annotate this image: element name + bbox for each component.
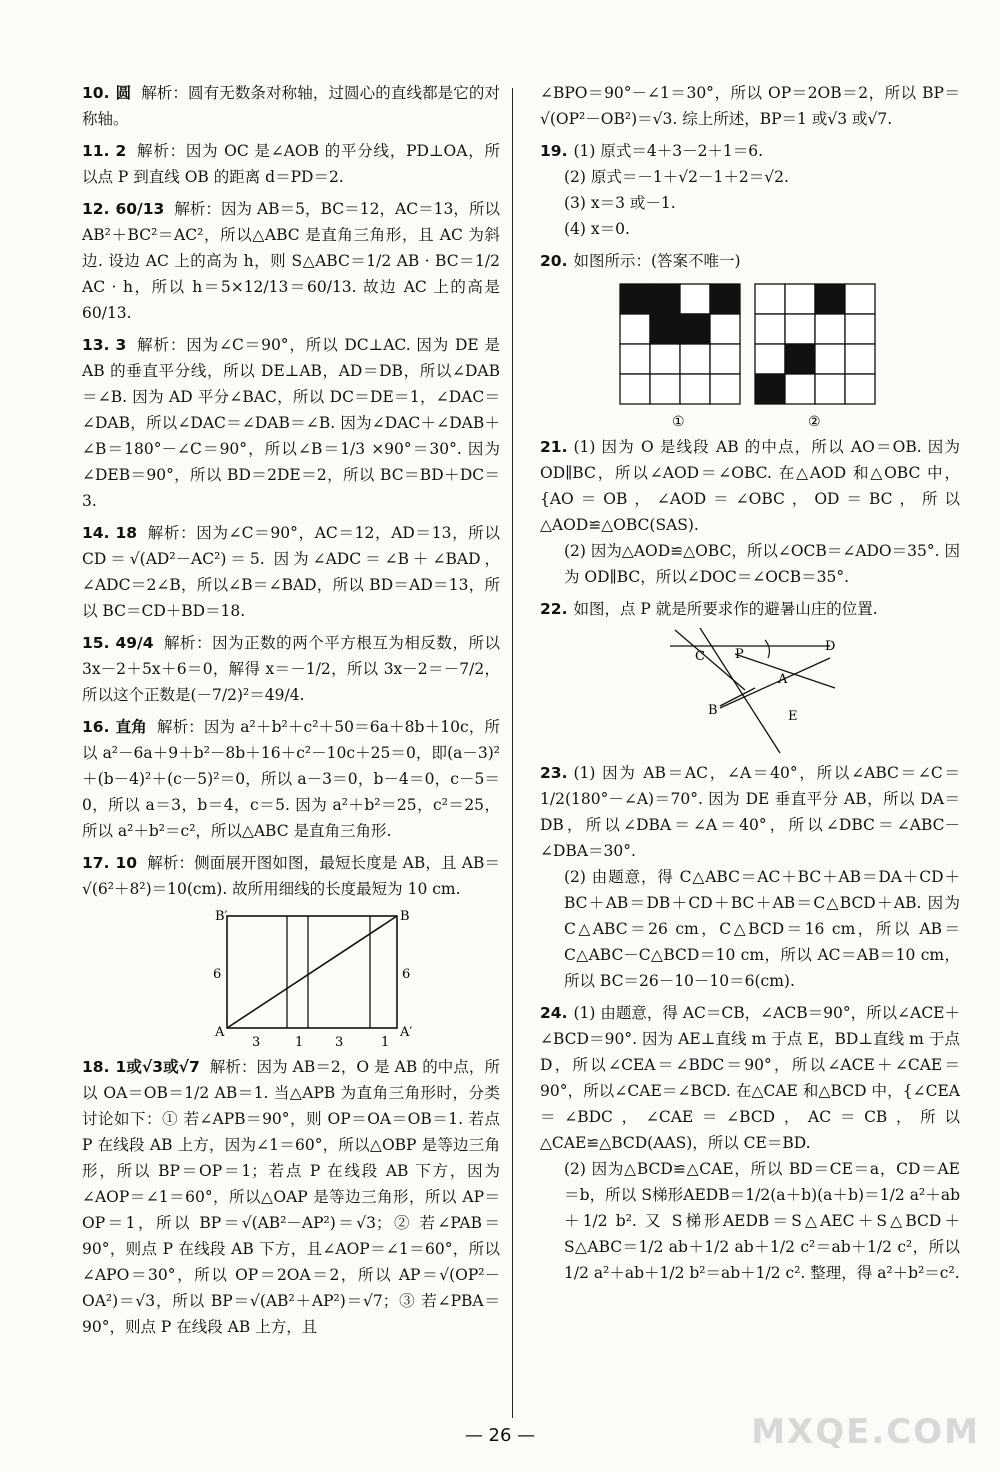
grid-cell (755, 344, 785, 374)
grid-cell (710, 314, 740, 344)
right-column (540, 80, 960, 1292)
grid-cell (650, 344, 680, 374)
grid-cell-filled (620, 284, 650, 314)
q21: 21. (1) 因为 O 是线段 AB 的中点，所以 AO＝OB. 因为 OD∥BC，所以∠AOD＝∠OBC. 在△AOD 和△OBC 中，{AO＝OB，∠AOD＝∠OBC，OD＝BC，所以△AOD≌△OBC(SAS). (2) 因为△AOD≌△OBC，所以∠OCB＝∠ADO＝35°. 因为 OD∥BC，所以∠DOC＝∠OCB＝35°. (540, 438, 960, 586)
grid-1-label: ① (672, 414, 685, 430)
label-C: C (695, 649, 705, 664)
grid-cell (845, 374, 875, 404)
q22: 22. 如图，点 P 就是所要求作的避暑山庄的位置. (540, 600, 878, 618)
q15: 15. 49/4 解析：因为正数的两个平方根互为相反数，所以 3x－2＋5x＋6＝0，解得 x＝－1/2，所以 3x－2＝－7/2，所以这个正数是(－7/2)²＝49/4. (82, 634, 500, 704)
grid-2 (755, 284, 875, 404)
q14: 14. 18 解析：因为∠C＝90°，AC＝12，AD＝13，所以 CD＝√(AD²－AC²)＝5. 因为∠ADC＝∠B＋∠BAD，∠ADC＝2∠B，所以∠B＝∠BAD，所以 BD＝AD＝13，所以 BC＝CD＋BD＝18. (82, 524, 500, 620)
q18-continued: ∠BPO＝90°－∠1＝30°，所以 OP＝2OB＝2，所以 BP＝√(OP²－OB²)＝√3. 综上所述，BP＝1 或√3 或√7. (540, 84, 960, 128)
grid-cell (680, 344, 710, 374)
grid-cell-filled (815, 284, 845, 314)
grid-cell-filled (710, 284, 740, 314)
grid-cell (845, 344, 875, 374)
grid-cell-filled (650, 314, 680, 344)
q10: 10. 圆 解析：圆有无数条对称轴，过圆心的直线都是它的对称轴。 (82, 84, 500, 128)
grid-cell-filled (755, 374, 785, 404)
grid-cell (620, 374, 650, 404)
grid-cell (755, 284, 785, 314)
left-column (82, 80, 500, 1346)
label-P: P (735, 647, 744, 662)
grid-cell (785, 374, 815, 404)
grid-cell (845, 314, 875, 344)
label-A: A (215, 1025, 225, 1040)
grid-cell (680, 374, 710, 404)
height-left: 6 (213, 967, 222, 982)
grid-cell (650, 374, 680, 404)
label-E: E (788, 709, 798, 724)
q16: 16. 直角 解析：因为 a²＋b²＋c²＋50＝6a＋8b＋10c，所以 a²－6a＋9＋b²－8b＋16＋c²－10c＋25＝0，即(a－3)²＋(b－4)²＋(c－5)²＝0，所以 a－3＝0，b－4＝0，c－5＝0，所以 a＝3，b＝4，c＝5. 因为 a²＋b²＝25，c²＝25，所以 a²＋b²＝c²，所以△ABC 是直角三角形. (82, 718, 500, 840)
grid-cell-filled (680, 314, 710, 344)
q24: 24. (1) 由题意，得 AC＝CB，∠ACB＝90°，所以∠ACE＋∠BCD＝90°. 因为 AE⊥直线 m 于点 E，BD⊥直线 m 于点 D，所以∠CEA＝∠BDC＝90°，所以∠ACE＋∠CAE＝90°，所以∠CAE＝∠BCD. 在△CAE 和△BCD 中，{∠CEA＝∠BDC，∠CAE＝∠BCD，AC＝CB，所以△CAE≌△BCD(AAS)，所以 CE＝BD. (2) 因为△BCD≌△CAE，所以 BD＝CE＝a，CD＝AE＝b，所以 S梯形AEDB＝1/2(a＋b)(a＋b)＝1/2 a²＋ab＋1/2 b². 又 S梯形AEDB＝S△AEC＋S△BCD＋S△ABC＝1/2 ab＋1/2 ab＋1/2 c²＝ab＋1/2 c²，所以 1/2 a²＋ab＋1/2 b²＝ab＋1/2 c². 整理，得 a²＋b²＝c². (540, 1004, 960, 1282)
q12: 12. 60/13 解析：因为 AB＝5，BC＝12，AC＝13，所以 AB²＋BC²＝AC²，所以△ABC 是直角三角形，且 AC 为斜边. 设边 AC 上的高为 h，则 S△ABC＝1/2 AB · BC＝1/2 AC · h，所以 h＝5×12/13＝60/13. 故边 AC 上的高是 60/13. (82, 200, 500, 322)
grid-cell (620, 344, 650, 374)
q17: 17. 10 解析：侧面展开图如图，最短长度是 AB，且 AB＝√(6²＋8²)＝10(cm). 故所用细线的长度最短为 10 cm. (82, 854, 500, 898)
grid-cell (785, 284, 815, 314)
seg-3: 3 (335, 1035, 344, 1050)
q23: 23. (1) 因为 AB＝AC，∠A＝40°，所以∠ABC＝∠C＝1/2(180°－∠A)＝70°. 因为 DE 垂直平分 AB，所以 DA＝DB，所以∠DBA＝∠A＝40°，所以∠DBC＝∠ABC－∠DBA＝30°. (2) 由题意，得 C△ABC＝AC＋BC＋AB＝DA＋CD＋BC＋AB＝DB＋CD＋BC＋AB＝C△BCD＋AB. 因为 C△ABC＝26 cm，C△BCD＝16 cm，所以 AB＝C△ABC－C△BCD＝10 cm，所以 AC＝AB＝10 cm，所以 BC＝26－10－10＝6(cm). (540, 764, 960, 990)
grid-cell (815, 344, 845, 374)
grid-cell-filled (650, 284, 680, 314)
seg-2: 1 (295, 1035, 304, 1050)
label-D: D (825, 639, 836, 654)
height-right: 6 (402, 967, 411, 982)
q18: 18. 1或√3或√7 解析：因为 AB＝2，O 是 AB 的中点，所以 OA＝OB＝1/2 AB＝1. 当△APB 为直角三角形时，分类讨论如下：① 若∠APB＝90°，则 OP＝OA＝OB＝1. 若点 P 在线段 AB 上方，因为∠1＝60°，所以△OBP 是等边三角形，所以 BP＝OP＝1；若点 P 在线段 AB 下方，因为∠AOP＝∠1＝60°，所以△OAP 是等边三角形，所以 AP＝OP＝1，所以 BP＝√(AB²－AP²)＝√3；② 若∠PAB＝90°，则点 P 在线段 AB 下方，且∠AOP＝∠1＝60°，所以∠APO＝30°，所以 OP＝2OA＝2，所以 AP＝√(OP²－OA²)＝√3，所以 BP＝√(AB²＋AP²)＝√7；③ 若∠PBA＝90°，则点 P 在线段 AB 上方，且 (82, 1058, 500, 1336)
label-B: B (708, 703, 718, 718)
q22-construction-figure (540, 628, 960, 756)
grid-cell (710, 374, 740, 404)
grid-cell (815, 374, 845, 404)
q20: 20. 如图所示：(答案不唯一) (540, 252, 741, 270)
label-A-prime: A′ (400, 1025, 413, 1040)
label-B: B (400, 909, 410, 924)
label-B-prime: B′ (215, 909, 228, 924)
watermark: MXQE.COM (751, 1412, 980, 1452)
grid-1 (620, 284, 740, 404)
grid-cell (845, 284, 875, 314)
grid-cell (755, 314, 785, 344)
q20-grids (540, 280, 960, 430)
q19: 19. (1) 原式＝4＋3－2＋1＝6. (2) 原式＝－1＋√2－1＋2＝√2. (3) x＝3 或－1. (4) x＝0. (540, 142, 789, 238)
grid-cell (815, 314, 845, 344)
label-A: A (778, 672, 788, 687)
grid-cell (710, 344, 740, 374)
seg-1: 3 (252, 1035, 261, 1050)
page-number: — 26 — (464, 1425, 536, 1446)
q13: 13. 3 解析：因为∠C＝90°，所以 DC⊥AC. 因为 DE 是 AB 的垂直平分线，所以 DE⊥AB，AD＝DB，所以∠DAB＝∠B. 因为 AD 平分∠BAC，所以 DC＝DE＝1，∠DAC＝∠DAB，所以∠DAC＝∠DAB＝∠B. 因为∠DAC＋∠DAB＋∠B＝180°－∠C＝90°，所以∠B＝1/3 ×90°＝30°. 因为∠DEB＝90°，所以 BD＝2DE＝2，所以 BC＝BD＋DC＝3. (82, 336, 500, 510)
column-divider (512, 88, 513, 1418)
grid-cell (680, 284, 710, 314)
grid-cell (785, 314, 815, 344)
q17-unfold-figure (82, 908, 500, 1050)
grid-2-label: ② (808, 414, 821, 430)
grid-cell-filled (785, 344, 815, 374)
grid-cell (620, 314, 650, 344)
q11: 11. 2 解析：因为 OC 是∠AOB 的平分线，PD⊥OA，所以点 P 到直线 OB 的距离 d＝PD＝2. (82, 142, 500, 186)
seg-4: 1 (381, 1035, 390, 1050)
